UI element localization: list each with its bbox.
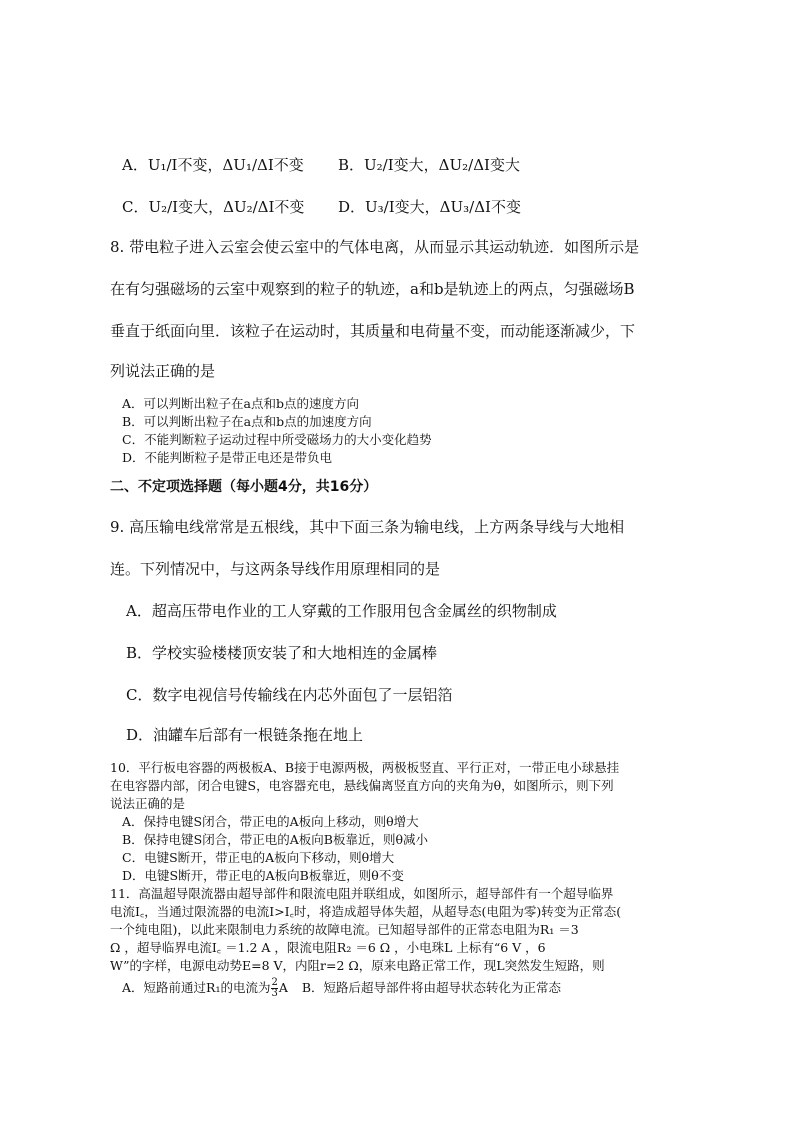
q8-stem-line-3: 垂直于纸面向里．该粒子在运动时，其质量和电荷量不变，而动能逐渐减少，下 [110, 322, 636, 340]
q9-stem-line-2: 连。下列情况中，与这两条导线作用原理相同的是 [110, 560, 441, 578]
q7-option-a: A．U₁/I不变，ΔU₁/ΔI不变 [122, 156, 304, 174]
q9-option-c: C．数字电视信号传输线在内芯外面包了一层铝箔 [126, 686, 453, 704]
q11-stem-line-3: 一个纯电阻)，以此来限制电力系统的故障电流。已知超导部件的正常态电阻为R₁ ＝3 [110, 922, 579, 937]
q11-stem-line-4: Ω ，超导临界电流I꜀ ＝1.2 A ，限流电阻R₂ ＝6 Ω ，小电珠L 上标有“6 V ，6 [110, 940, 546, 955]
q11-stem-line-5: W”的字样，电源电动势E=8 V，内阻r=2 Ω，原来电路正常工作，现L突然发生短路，则 [110, 958, 605, 973]
q11-option-b: B．短路后超导部件将由超导状态转化为正常态 [301, 980, 562, 995]
q7-option-d: D．U₃/I变大，ΔU₃/ΔI不变 [338, 198, 521, 216]
q10-option-c: C．电键S断开，带正电的A板向下移动，则θ增大 [122, 850, 395, 865]
q8-option-a: A．可以判断出粒子在a点和b点的速度方向 [122, 396, 359, 411]
fraction-denominator: 3 [271, 988, 278, 999]
q11-option-a-suffix: A [278, 980, 288, 995]
q7-option-c: C．U₂/I变大，ΔU₂/ΔI不变 [122, 198, 305, 216]
fraction-numerator: 2 [271, 977, 278, 988]
q9-option-d: D．油罐车后部有一根链条拖在地上 [126, 726, 364, 744]
section-heading: 二、不定项选择题（每小题4分，共16分） [110, 479, 378, 495]
q10-option-b: B．保持电键S闭合，带正电的A板向B板靠近，则θ减小 [122, 832, 428, 847]
q9-stem-line-1: 9. 高压输电线常常是五根线，其中下面三条为输电线，上方两条导线与大地相 [110, 518, 625, 536]
q11-stem-line-1: 11．高温超导限流器由超导部件和限流电阻并联组成，如图所示，超导部件有一个超导临界 [110, 886, 614, 901]
q10-option-a: A．保持电键S闭合，带正电的A板向上移动，则θ增大 [122, 814, 419, 829]
q11-option-a-prefix: A．短路前通过R₁的电流为 [122, 980, 271, 995]
q8-stem-line-1: 8. 带电粒子进入云室会使云室中的气体电离，从而显示其运动轨迹．如图所示是 [110, 238, 640, 256]
q10-stem-line-1: 10．平行板电容器的两极板A、B接于电源两极，两极板竖直、平行正对，一带正电小球悬挂 [110, 760, 620, 775]
q8-stem-line-4: 列说法正确的是 [110, 362, 216, 380]
q10-stem-line-2: 在电容器内部，闭合电键S，电容器充电，悬线偏离竖直方向的夹角为θ，如图所示，则下列 [110, 778, 614, 793]
q8-option-d: D．不能判断粒子是带正电还是带负电 [122, 450, 333, 465]
fraction [271, 978, 277, 999]
q10-stem-line-3: 说法正确的是 [110, 796, 186, 811]
q8-option-b: B．可以判断出粒子在a点和b点的加速度方向 [122, 414, 372, 429]
q11-stem-line-2: 电流I꜀，当通过限流器的电流I>I꜀时，将造成超导体失超，从超导态(电阻为零)转变为正常态( [110, 904, 622, 919]
q8-stem-line-2: 在有匀强磁场的云室中观察到的粒子的轨迹，a和b是轨迹上的两点，匀强磁场B [110, 280, 635, 298]
q8-option-c: C．不能判断粒子运动过程中所受磁场力的大小变化趋势 [122, 432, 432, 447]
q9-option-a: A．超高压带电作业的工人穿戴的工作服用包含金属丝的织物制成 [126, 602, 557, 620]
q11-option-a [122, 978, 561, 999]
q7-option-b: B．U₂/I变大，ΔU₂/ΔI变大 [338, 156, 520, 174]
q10-option-d: D．电键S断开，带正电的A板向B板靠近，则θ不变 [122, 868, 404, 883]
q9-option-b: B．学校实验楼楼顶安装了和大地相连的金属棒 [126, 644, 438, 662]
